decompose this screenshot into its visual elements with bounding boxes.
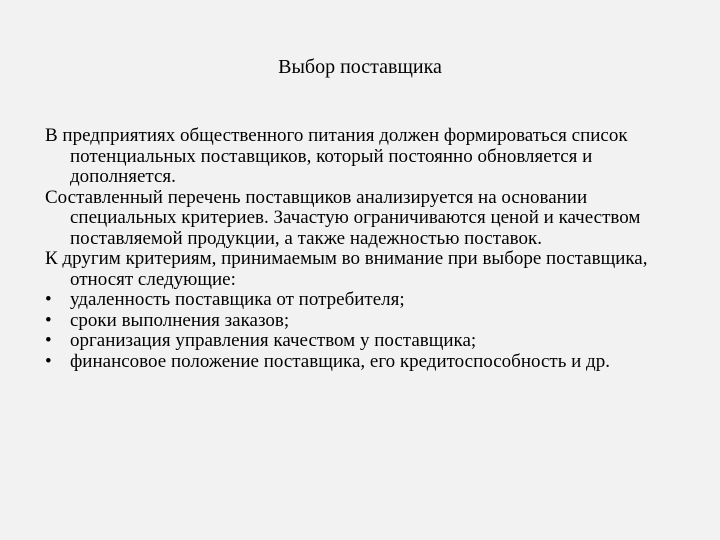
list-item-text: организация управления качеством у поставщика; bbox=[70, 330, 477, 351]
slide-title bbox=[0, 55, 720, 79]
bullet-icon: • bbox=[45, 330, 52, 351]
list-item bbox=[45, 290, 685, 311]
paragraph-criteria: Составленный перечень поставщиков анализируется на основании специальных критериев. Зачастую ограничиваются ценой и качеством поставляемой продукции, а также надежностью поставок. bbox=[45, 186, 641, 249]
paragraph-other-criteria: К другим критериям, принимаемым во внимание при выборе поставщика, относят следующие: bbox=[45, 248, 648, 290]
list-item-text: удаленность поставщика от потребителя; bbox=[70, 289, 405, 310]
list-item bbox=[45, 311, 685, 332]
bullet-icon: • bbox=[45, 350, 52, 372]
bullet-icon: • bbox=[45, 309, 52, 331]
list-item-text: сроки выполнения заказов; bbox=[70, 309, 290, 331]
list-item bbox=[45, 352, 685, 373]
bullet-icon: • bbox=[45, 289, 52, 310]
paragraph-supplier-list: В предприятиях общественного питания должен формироваться список потенциальных поставщиков, который постоянно обновляется и дополняется. bbox=[45, 125, 628, 187]
list-item-text: финансовое положение поставщика, его кредитоспособность и др. bbox=[70, 350, 610, 372]
slide-title-text: Выбор поставщика bbox=[278, 56, 442, 78]
list-item bbox=[45, 331, 685, 352]
slide-body bbox=[45, 126, 685, 372]
